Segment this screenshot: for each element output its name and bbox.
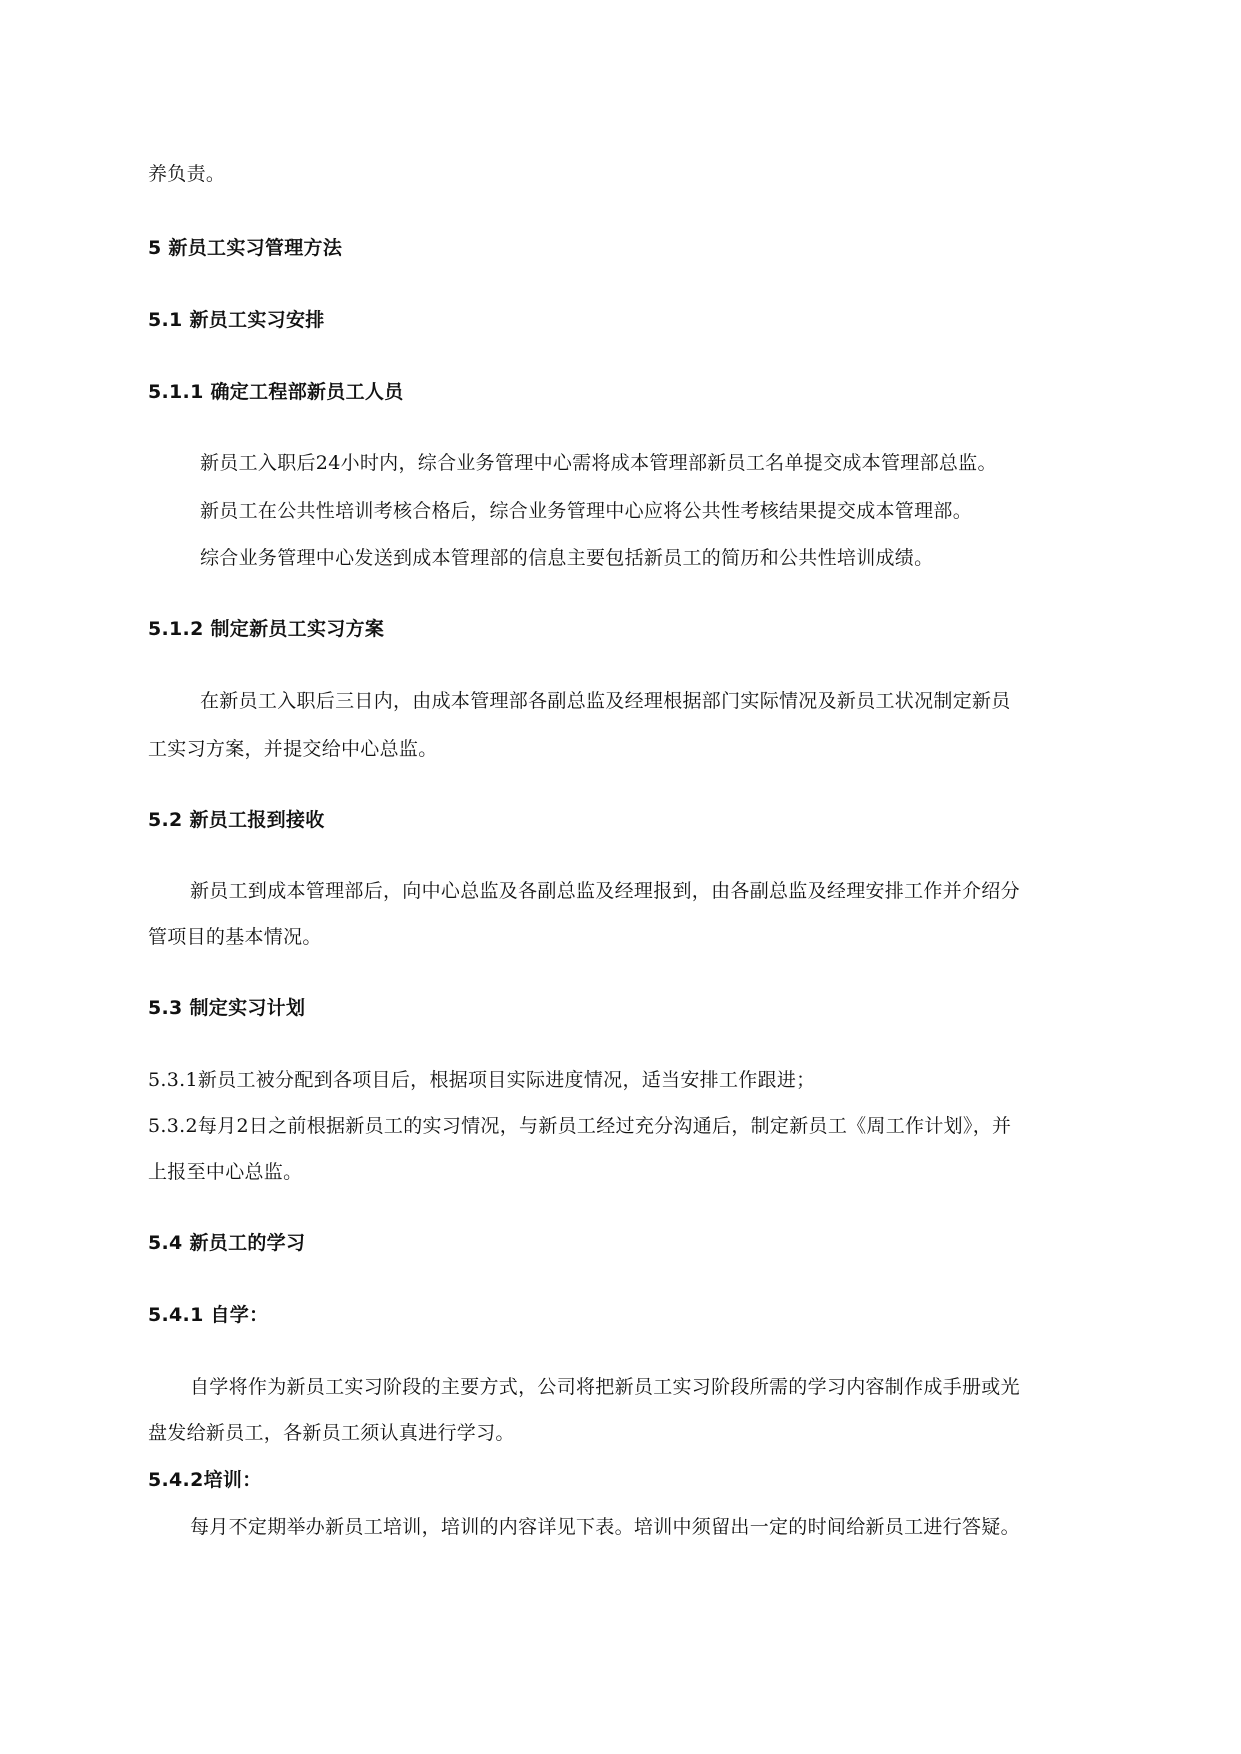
heading-5-1-2: 5.1.2 制定新员工实习方案	[148, 618, 385, 640]
heading-5-1: 5.1 新员工实习安排	[148, 309, 325, 331]
paragraph-line: 每月不定期举办新员工培训，培训的内容详见下表。培训中须留出一定的时间给新员工进行答疑。	[190, 1516, 1020, 1538]
text-line: 养负责。	[148, 163, 226, 185]
paragraph-line: 综合业务管理中心发送到成本管理部的信息主要包括新员工的简历和公共性培训成绩。	[200, 547, 934, 569]
heading-5-3: 5.3 制定实习计划	[148, 997, 306, 1019]
paragraph-line: 在新员工入职后三日内，由成本管理部各副总监及经理根据部门实际情况及新员工状况制定新员	[200, 690, 1011, 712]
paragraph-line: 自学将作为新员工实习阶段的主要方式，公司将把新员工实习阶段所需的学习内容制作成手册或光	[190, 1376, 1020, 1398]
heading-5-4: 5.4 新员工的学习	[148, 1232, 306, 1254]
paragraph-line: 管项目的基本情况。	[148, 926, 322, 948]
heading-5-1-1: 5.1.1 确定工程部新员工人员	[148, 381, 404, 403]
paragraph-line: 盘发给新员工，各新员工须认真进行学习。	[148, 1422, 515, 1444]
paragraph-line: 新员工在公共性培训考核合格后，综合业务管理中心应将公共性考核结果提交成本管理部。	[200, 500, 973, 522]
paragraph-line: 5.3.2每月2日之前根据新员工的实习情况，与新员工经过充分沟通后，制定新员工《周工作计划》，并	[148, 1115, 1012, 1137]
paragraph-line: 上报至中心总监。	[148, 1161, 303, 1183]
paragraph-line: 工实习方案，并提交给中心总监。	[148, 738, 438, 760]
heading-5-4-1: 5.4.1 自学：	[148, 1304, 269, 1326]
paragraph-line: 5.3.1新员工被分配到各项目后，根据项目实际进度情况，适当安排工作跟进；	[148, 1069, 816, 1091]
paragraph-line: 新员工入职后24小时内，综合业务管理中心需将成本管理部新员工名单提交成本管理部总监。	[200, 452, 997, 474]
heading-5-2: 5.2 新员工报到接收	[148, 809, 325, 831]
heading-section-5: 5 新员工实习管理方法	[148, 237, 343, 259]
paragraph-line: 新员工到成本管理部后，向中心总监及各副总监及经理报到，由各副总监及经理安排工作并介绍分	[190, 880, 1020, 902]
heading-5-4-2: 5.4.2培训：	[148, 1469, 262, 1491]
